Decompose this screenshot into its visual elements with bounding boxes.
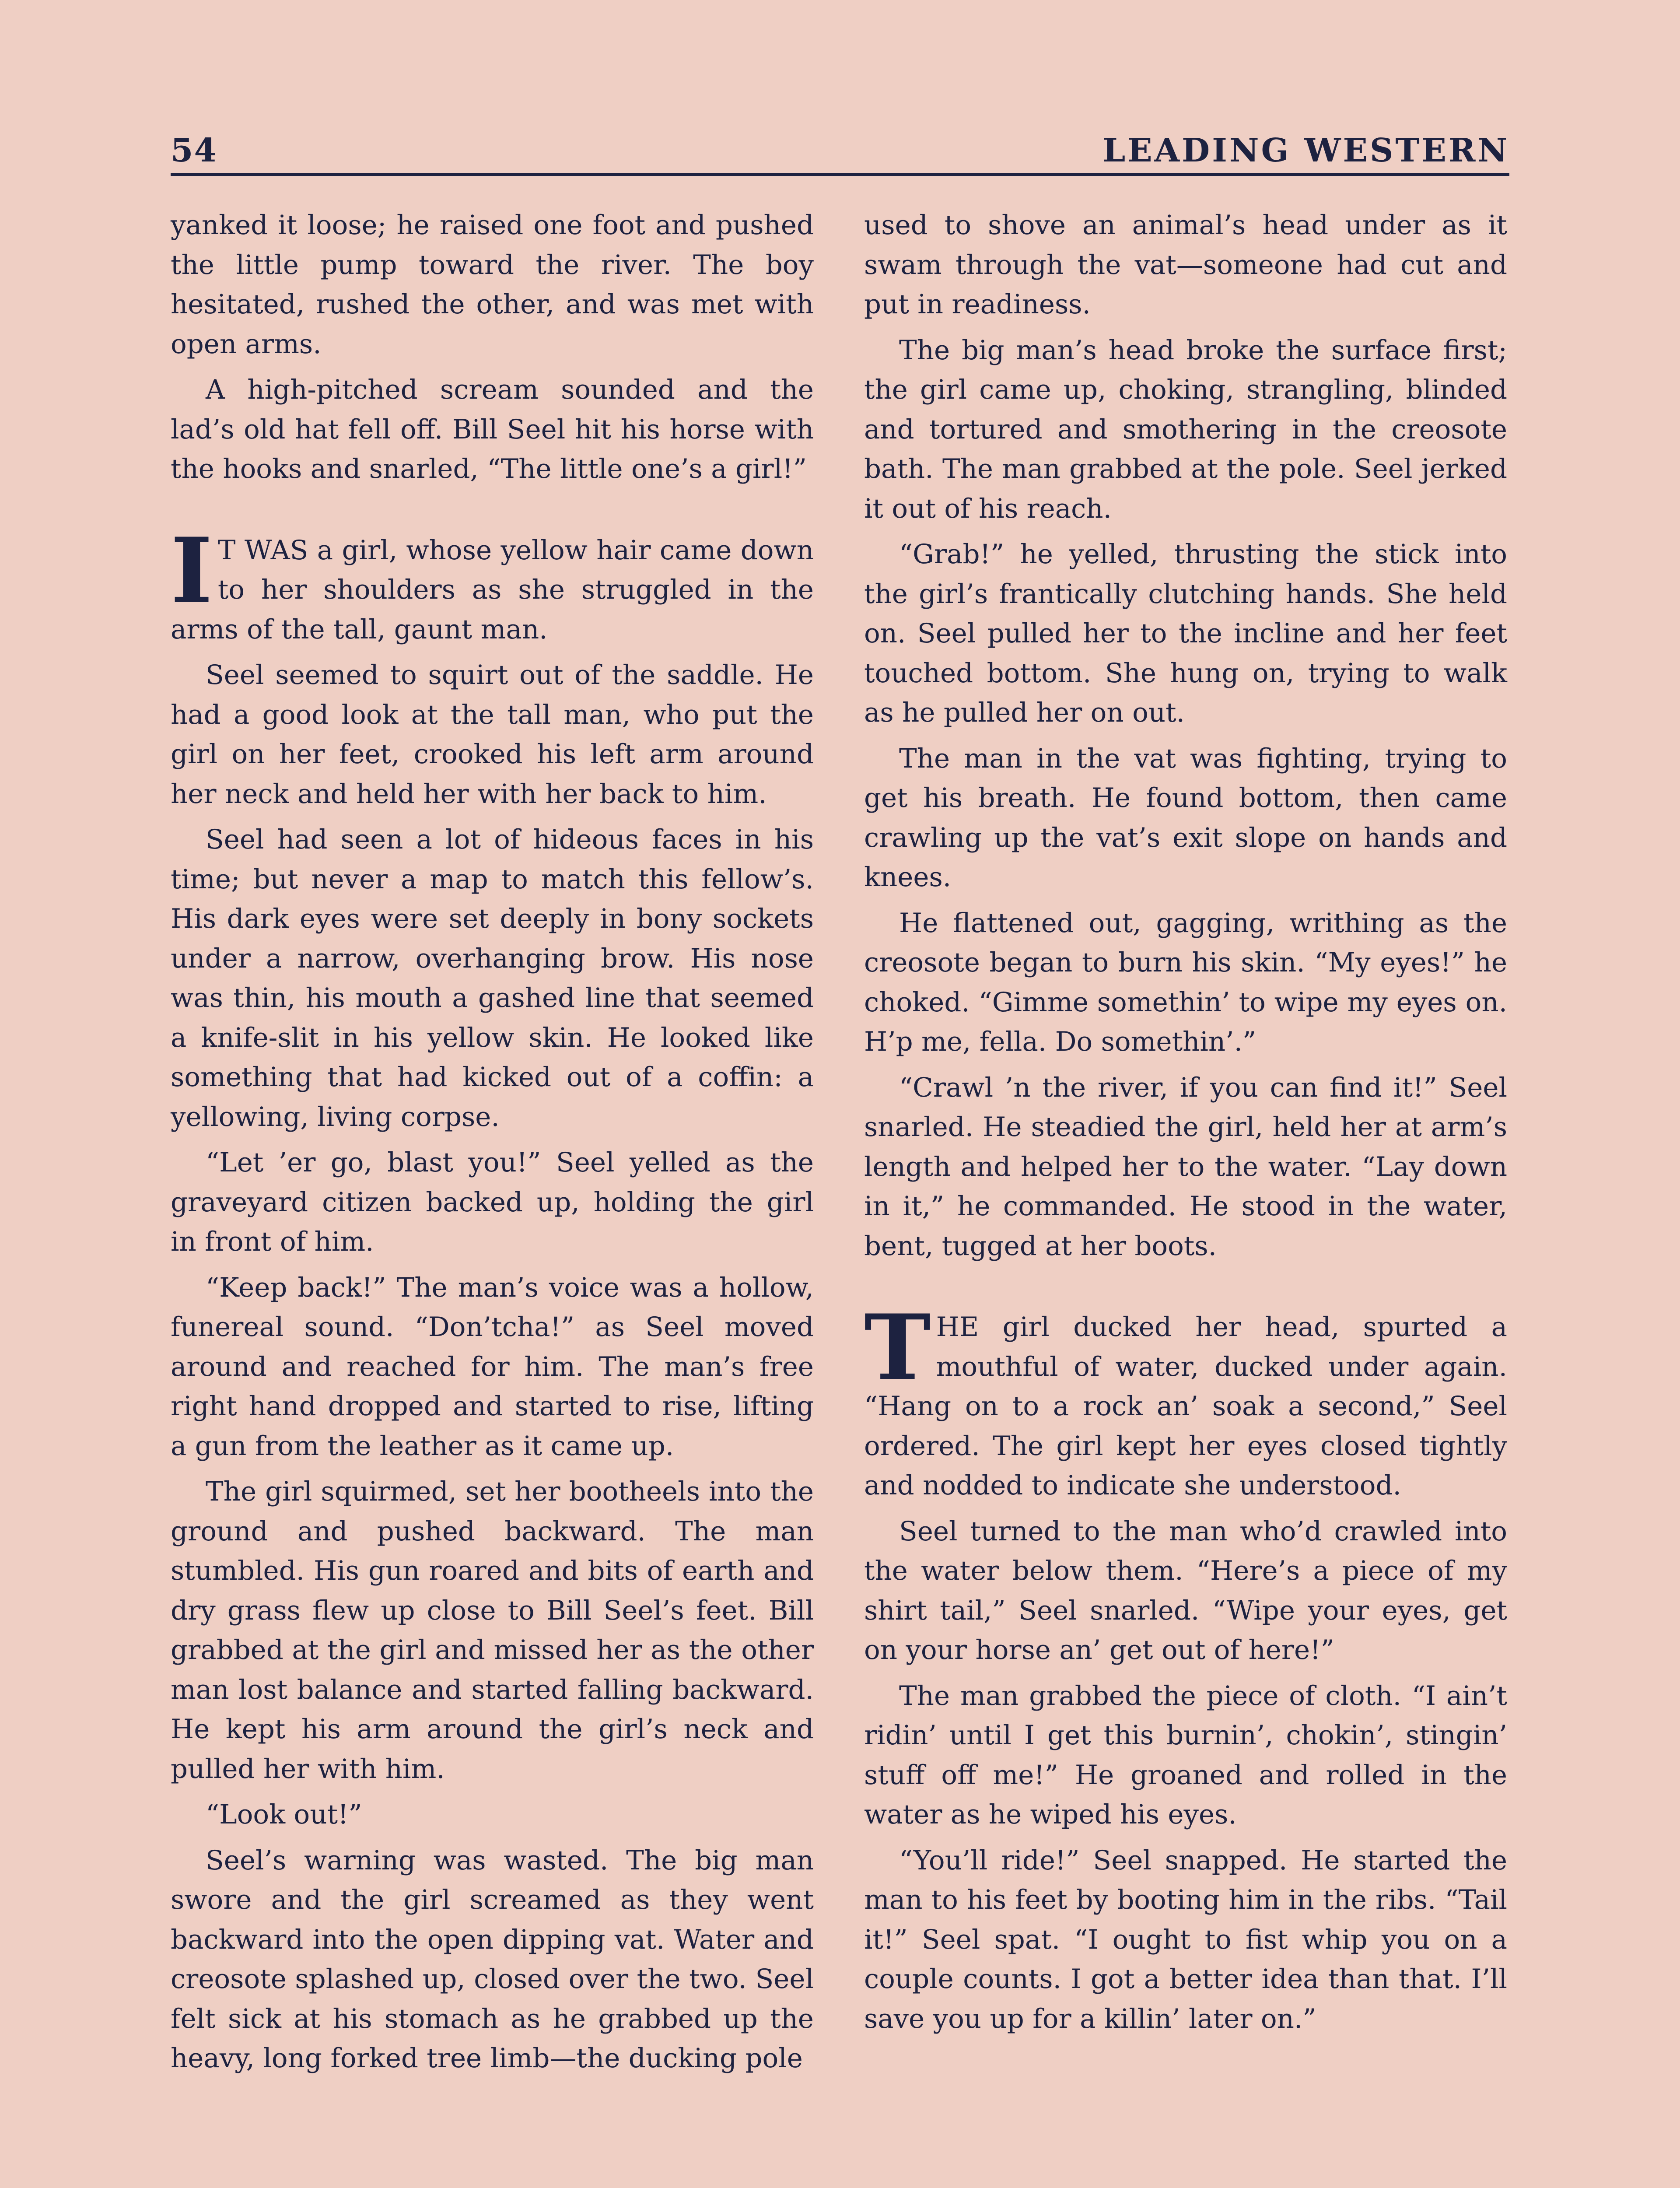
page-number: 54 [171, 132, 217, 169]
paragraph: “Crawl ’n the river, if you can find it!” Seel snarled. He steadied the girl, held her at arm’s length and helped her to the water. “Lay down in it,” he commanded. He stood in the water, bent, tugged at her boots. [864, 1072, 1507, 1262]
paragraph: A high-pitched scream sounded and the lad’s old hat fell off. Bill Seel hit his horse with the hooks and snarled, “The little one’s a girl!” [171, 374, 814, 484]
paragraph: The man in the vat was fighting, trying to get his breath. He found bottom, then came crawling up the vat’s exit slope on hands and knees. [864, 743, 1507, 893]
paragraph: “Grab!” he yelled, thrusting the stick into the girl’s frantically clutching hands. She held on. Seel pulled her to the incline and her feet touched bottom. She hung on, trying to walk as he pulled her on out. [864, 539, 1507, 728]
left-column [171, 206, 814, 2085]
page-header [171, 125, 1509, 176]
paragraph: The man grabbed the piece of cloth. “I ain’t ridin’ until I get this burnin’, chokin’, stingin’ stuff off me!” He groaned and rolled in the water as he wiped his eyes. [864, 1680, 1507, 1830]
paragraph: “Look out!” [206, 1799, 362, 1830]
paragraph: The girl squirmed, set her bootheels into the ground and pushed backward. The man stumbled. His gun roared and bits of earth and dry grass flew up close to Bill Seel’s feet. Bill grabbed at the girl and missed her as the other man lost balance and started falling backward. He kept his arm around the girl’s neck and pulled her with him. [171, 1476, 814, 1785]
paragraph-dropcap [171, 518, 814, 650]
paragraph-dropcap [864, 1295, 1507, 1506]
paragraph: The big man’s head broke the surface first; the girl came up, choking, strangling, blinded and tortured and smothering in the creosote bath. The man grabbed at the pole. Seel jerked it out of his reach. [864, 334, 1507, 524]
paragraph: He flattened out, gagging, writhing as the creosote began to burn his skin. “My eyes!” he choked. “Gimme somethin’ to wipe my eyes on. H’p me, fella. Do somethin’.” [864, 907, 1507, 1057]
paragraph: “Let ’er go, blast you!” Seel yelled as the graveyard citizen backed up, holding the girl in front of him. [171, 1147, 814, 1257]
paragraph: Seel had seen a lot of hideous faces in his time; but never a map to match this fellow’s. His dark eyes were set deeply in bony sockets under a narrow, overhanging brow. His nose was thin, his mouth a gashed line that seemed a knife-slit in his yellow skin. He looked like something that had kicked out of a coffin: a yellowing, living corpse. [171, 824, 814, 1133]
paragraph: Seel turned to the man who’d crawled into the water below them. “Here’s a piece of my shirt tail,” Seel snarled. “Wipe your eyes, get on your horse an’ get out of here!” [864, 1515, 1507, 1666]
paragraph: used to shove an animal’s head under as it swam through the vat—someone had cut and put in readiness. [864, 210, 1507, 320]
magazine-title: LEADING WESTERN [1102, 132, 1509, 169]
drop-cap: I [171, 518, 213, 624]
paragraph: yanked it loose; he raised one foot and pushed the little pump toward the river. The boy hesitated, rushed the other, and was met with open arms. [171, 210, 814, 360]
paragraph: Seel seemed to squirt out of the saddle. He had a good look at the tall man, who put the girl on her feet, crooked his left arm around her neck and held her with her back to him. [171, 659, 814, 810]
paragraph: “You’ll ride!” Seel snapped. He started the man to his feet by booting him in the ribs. “Tail it!” Seel spat. “I ought to fist whip you on a couple counts. I got a better idea than that. I’ll save you up for a killin’ later on.” [864, 1844, 1507, 2034]
paragraph: Seel’s warning was wasted. The big man swore and the girl screamed as they went backward into the open dipping vat. Water and creosote splashed up, closed over the two. Seel felt sick at his stomach as he grabbed up the heavy, long forked tree limb—the ducking pole [171, 1844, 814, 2074]
paragraph-text: T WAS a girl, whose yellow hair came down to her shoulders as she struggled in the arms of the tall, gaunt man. [171, 534, 814, 645]
drop-cap: T [864, 1295, 931, 1400]
right-column [864, 206, 1507, 2045]
paragraph: “Keep back!” The man’s voice was a hollow, funereal sound. “Don’tcha!” as Seel moved around and reached for him. The man’s free right hand dropped and started to rise, lifting a gun from the leather as it came up. [171, 1272, 814, 1462]
paragraph-text: HE girl ducked her head, spurted a mouthful of water, ducked under again. “Hang on to a rock an’ soak a second,” Seel ordered. The girl kept her eyes closed tightly and nodded to indicate she understood. [864, 1311, 1507, 1501]
